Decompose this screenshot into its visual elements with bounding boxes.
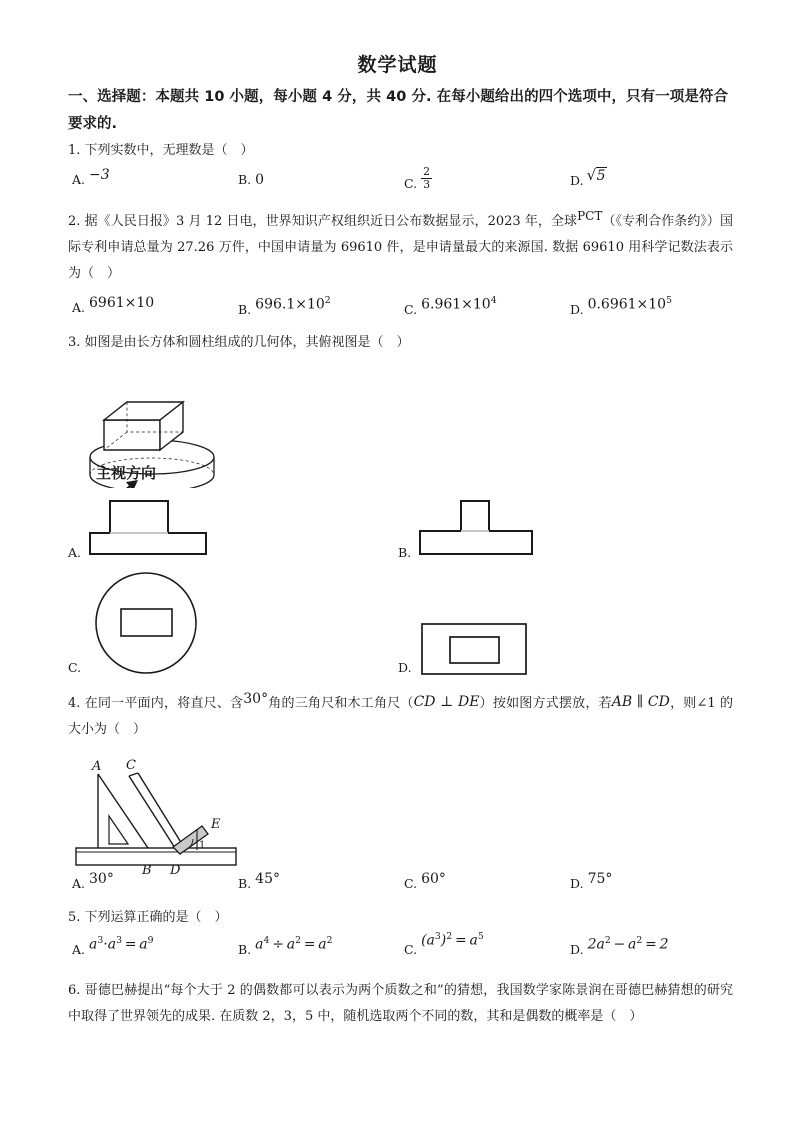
q1-option-c[interactable]: C. $\frac{2}{3}$ (404, 172, 432, 197)
q5-option-d[interactable]: D. $2a^2 - a^2 = 2$ (570, 935, 669, 957)
question-6-stem: 6. 哥德巴赫提出“每个大于 2 的偶数都可以表示为两个质数之和”的猜想，我国数学家陈景润在哥德巴赫猜想的研究中取得了世界领先的成果. 在质数 2，3，5 中，随机选取两个不同的数，其和是偶数的概率是（ ） (68, 983, 733, 1024)
q1-option-b[interactable]: B. 0 (238, 172, 265, 188)
small-rect-on-wide-rect-svg (88, 498, 213, 556)
q2-option-c[interactable]: C. $6.961\times 10^4$ (404, 295, 497, 317)
q4-option-d[interactable]: D. 75° (570, 871, 613, 891)
q2-option-a-value: 6961×10 (89, 295, 155, 311)
q3-option-b-figure[interactable] (418, 498, 543, 556)
q3-figure-caption: 主视方向 (96, 464, 157, 482)
q4-perp-expr: CD ⊥ DE (413, 694, 480, 710)
q4-label-angle-1: 1 (199, 840, 206, 851)
q4-label-E: E (211, 817, 221, 832)
q3-option-c-figure[interactable] (88, 570, 210, 678)
q3-option-a-label: A. (68, 545, 82, 560)
q5-option-b[interactable]: B. $a^4 \div a^2 = a^2$ (238, 935, 333, 957)
q3-option-d-label: D. (398, 660, 412, 675)
q5-option-c-value: $(a^3)^2 = a^5$ (421, 931, 484, 949)
q2-option-b[interactable]: B. $696.1\times 10^2$ (238, 295, 331, 317)
page-title: 数学试题 (357, 54, 438, 76)
q5-option-d-value: $2a^2 - a^2 = 2$ (587, 935, 669, 953)
section-heading: 一、选择题：本题共 10 小题，每小题 4 分，共 40 分. 在每小题给出的四个选项中，只有一项是符合要求的. (68, 89, 728, 132)
q1-option-a-value: −3 (89, 167, 110, 183)
question-2-options (68, 295, 733, 334)
question-1-stem: 1. 下列实数中，无理数是（ ） (68, 143, 254, 158)
q4-option-c[interactable]: C. 60° (404, 871, 446, 891)
rect-inside-rect-svg (418, 621, 543, 679)
question-5-options (68, 931, 733, 974)
q2-pct-label: PCT (577, 209, 603, 223)
q2-option-d[interactable]: D. $0.6961\times 10^5$ (570, 295, 672, 317)
q5-option-c[interactable]: C. $(a^3)^2 = a^5$ (404, 931, 484, 957)
q2-option-a[interactable]: A. 6961×10 (72, 295, 155, 315)
q3-option-a-figure[interactable] (88, 498, 213, 556)
question-5-stem: 5. 下列运算正确的是（ ） (68, 910, 228, 925)
q1-option-d[interactable]: D. √ 5 (570, 172, 607, 189)
q5-option-a-value: $a^3\cdot a^3 = a^9$ (89, 935, 154, 953)
q1-option-d-value: √ 5 (588, 167, 608, 184)
question-1-options (68, 165, 733, 206)
question-3-stem: 3. 如图是由长方体和圆柱组成的几何体，其俯视图是（ ） (68, 335, 410, 350)
q4-option-a[interactable]: A. 30° (72, 871, 114, 891)
q3-option-c-label: C. (68, 660, 82, 675)
q2-option-c-value: $6.961\times 10^4$ (421, 295, 497, 313)
q4-label-A: A (92, 759, 102, 774)
q4-label-D: D (170, 863, 181, 876)
question-4-stem: 4. 在同一平面内，将直尺、含30°角的三角尺和木工角尺（CD ⊥ DE）按如图方式摆放，若AB ∥ CD，则∠1 的大小为（ ） (68, 691, 734, 737)
q4-label-C: C (126, 758, 136, 773)
q1-option-a[interactable]: A. −3 (72, 167, 110, 187)
q2-option-d-value: $0.6961\times 10^5$ (587, 295, 672, 313)
rect-inside-circle-svg (88, 570, 210, 678)
q2-option-b-value: $696.1\times 10^2$ (255, 295, 331, 313)
q4-label-B: B (142, 863, 152, 876)
q4-option-b[interactable]: B. 45° (238, 871, 280, 891)
q1-option-c-value: $\frac{2}{3}$ (423, 165, 431, 191)
q4-rulers-figure (72, 756, 272, 876)
q1-option-b-value: 0 (255, 172, 265, 188)
q4-angle-30: 30° (243, 691, 269, 707)
q4-parallel-expr: AB ∥ CD (611, 694, 670, 710)
q5-option-a[interactable]: A. $a^3\cdot a^3 = a^9$ (72, 935, 154, 957)
narrow-rect-on-wide-rect-svg (418, 498, 543, 556)
q3-option-b-label: B. (398, 545, 412, 560)
q5-option-b-value: $a^4 \div a^2 = a^2$ (255, 935, 333, 953)
q3-option-d-figure[interactable] (418, 621, 543, 679)
rulers-geometry-svg (72, 756, 272, 876)
question-2-stem: 2. 据《人民日报》3 月 12 日电，世界知识产权组织近日公布数据显示，2023 年，全球PCT（《专利合作条约》）国际专利申请总量为 27.26 万件，中国申请量为 69610 件，是申请量最大的来源国. 数据 69610 用科学记数法表示为（ ） (68, 209, 733, 281)
